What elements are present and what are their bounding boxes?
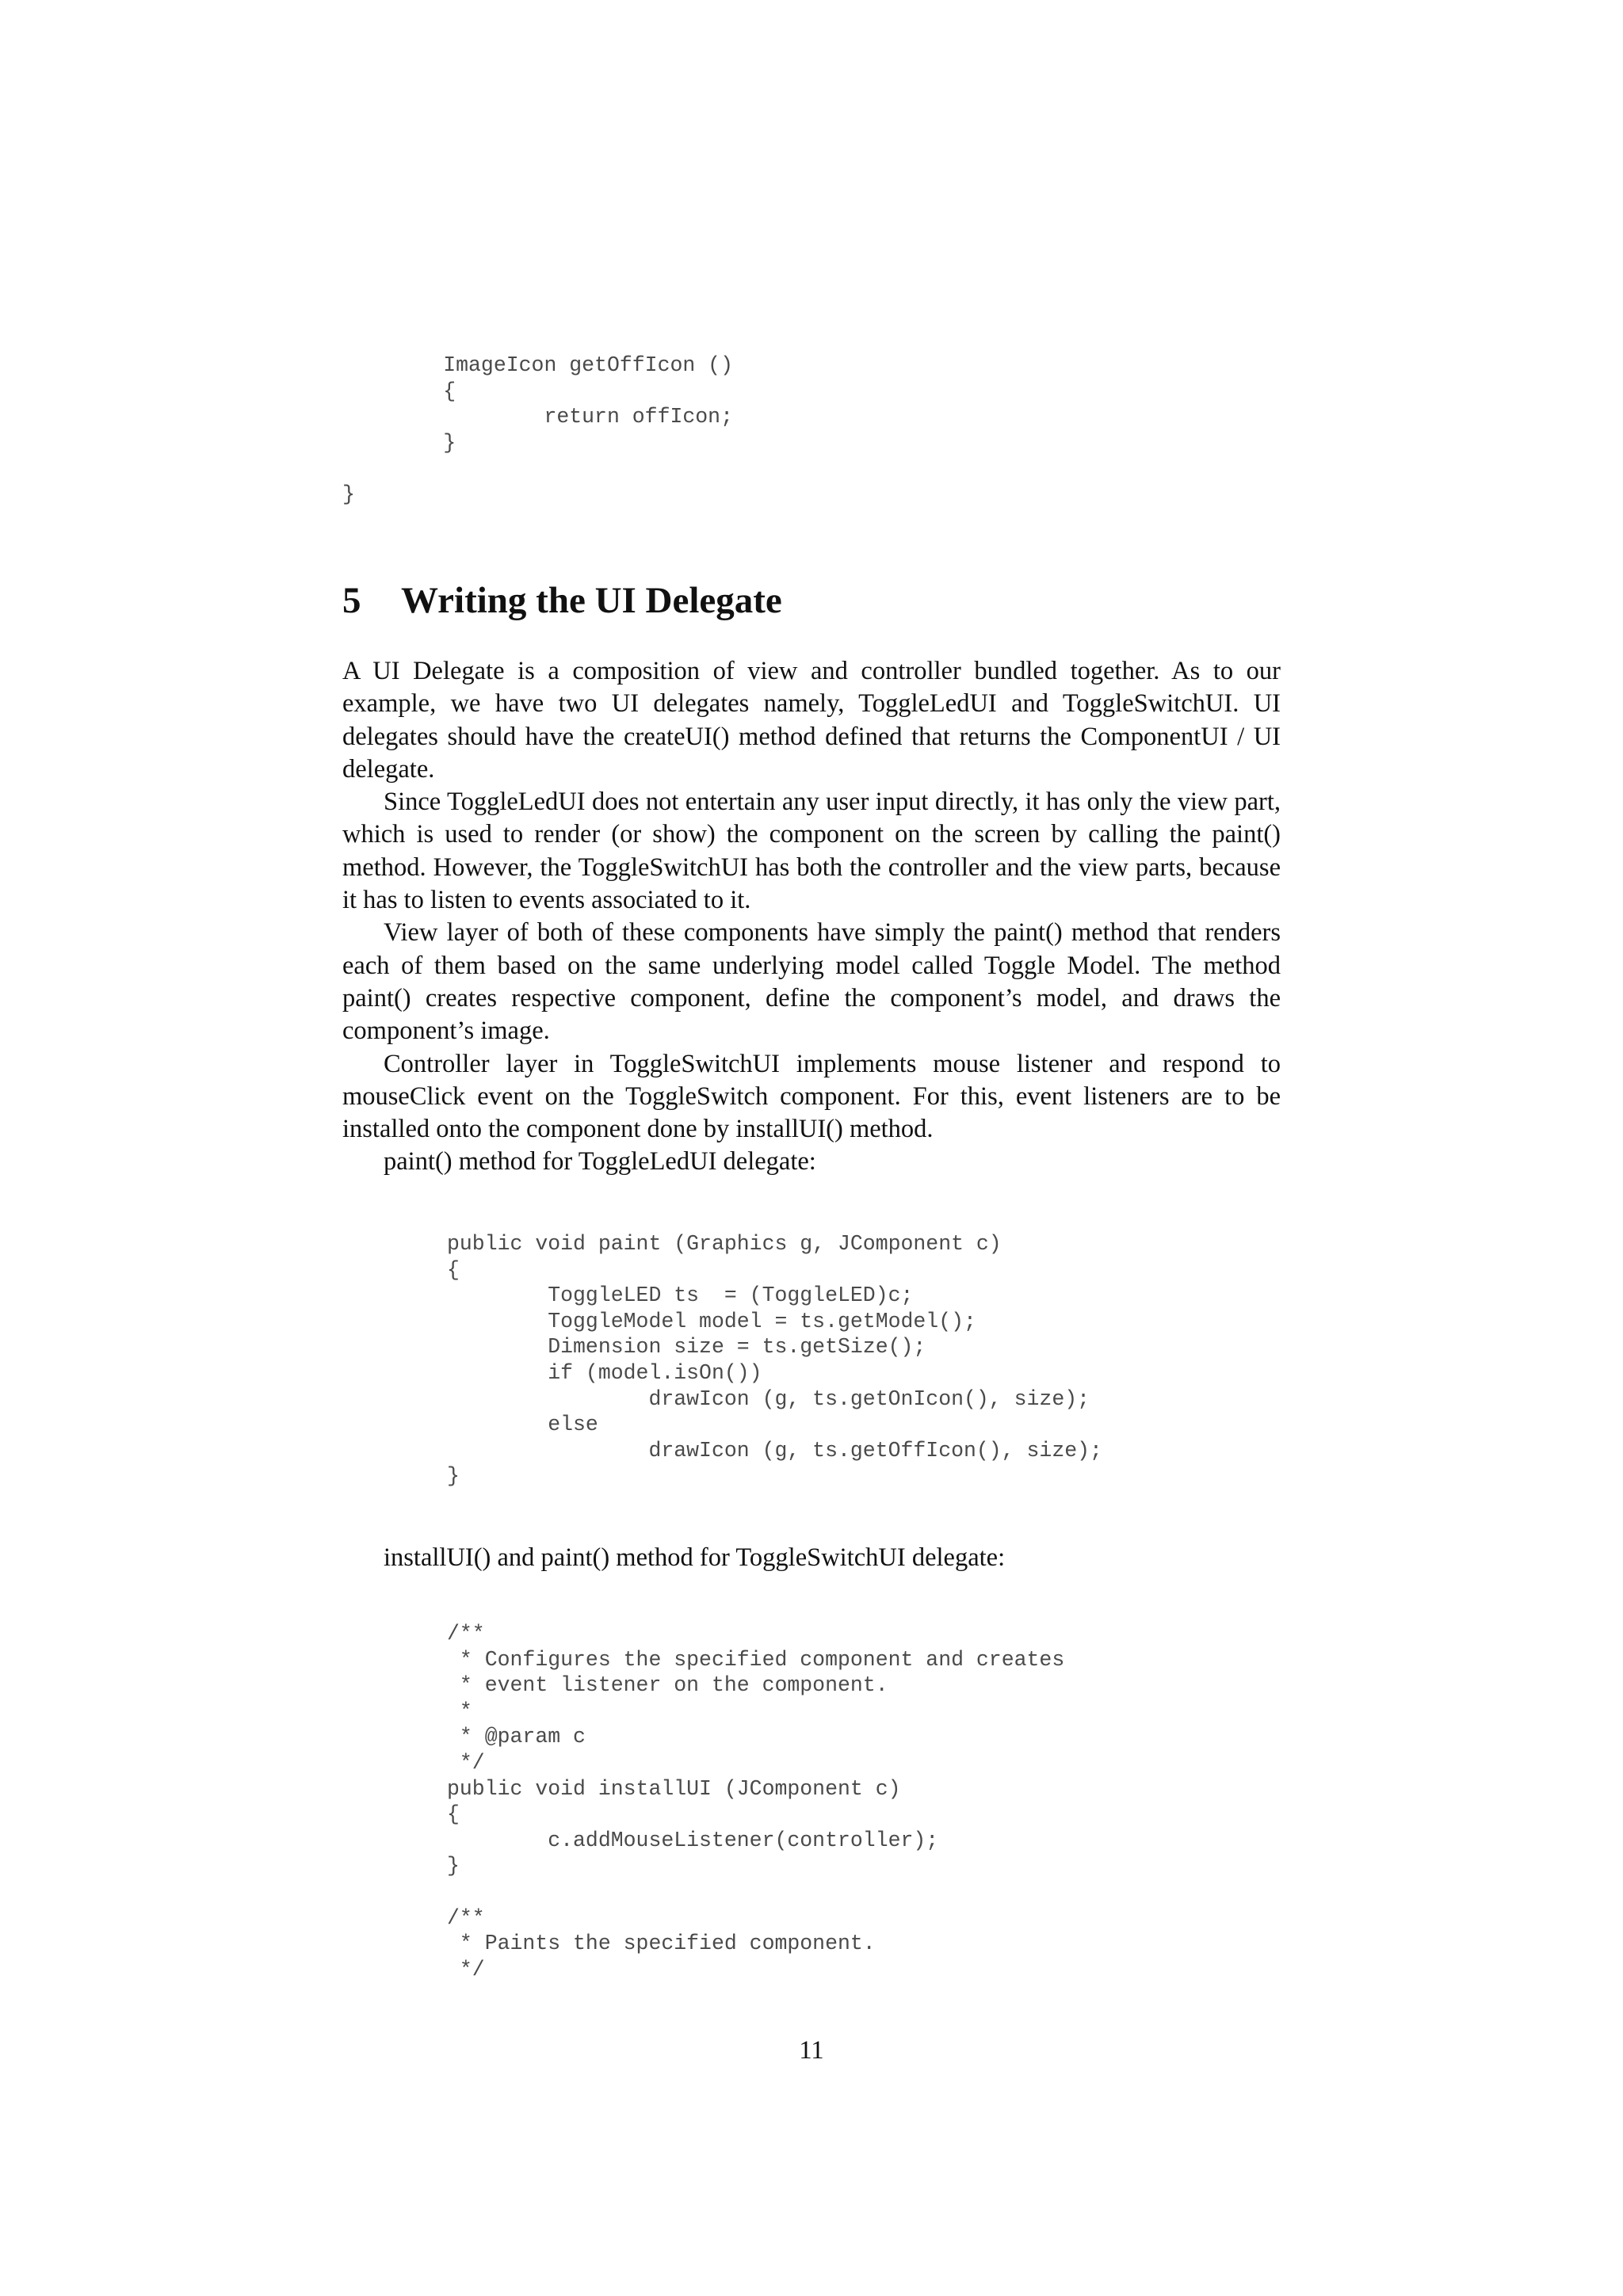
code-line: * @param c — [447, 1725, 586, 1749]
code-line: public void paint (Graphics g, JComponent c) — [447, 1232, 1002, 1256]
code-line: /** — [447, 1905, 485, 1930]
code-line: return offIcon; — [342, 405, 733, 429]
paragraph-view-layer: View layer of both of these components have simply the paint() method that renders each of them based on the same underlying model called Toggle Model. The method paint() creates respective component, define the component’s model, and draws the component’s image. — [342, 918, 1281, 1046]
section-heading — [342, 577, 782, 624]
code-line: } — [342, 430, 456, 455]
code-line: } — [447, 1464, 460, 1489]
page-number: 11 — [799, 2036, 824, 2065]
code-line: /** — [447, 1622, 485, 1646]
code-line: } — [447, 1854, 460, 1878]
code-line: * Paints the specified component. — [447, 1932, 876, 1956]
section-title: Writing the UI Delegate — [401, 580, 782, 621]
paragraph-install-intro: installUI() and paint() method for ToggleSwitchUI delegate: — [384, 1543, 1006, 1572]
paragraph-toggleledui: Since ToggleLedUI does not entertain any user input directly, it has only the view part, which is used to render (or show) the component on the screen by calling the paint() method. However, the ToggleSwitchUI has both the controller and the view parts, because it has to listen to events associated to it. — [342, 788, 1281, 915]
section-number: 5 — [342, 580, 361, 621]
section-body — [342, 655, 1281, 1179]
code-line: Dimension size = ts.getSize(); — [447, 1335, 926, 1360]
code-line: * event listener on the component. — [447, 1673, 888, 1698]
code-block-paint — [447, 1231, 1102, 1489]
code-line: { — [342, 379, 456, 403]
code-line: ToggleModel model = ts.getModel(); — [447, 1309, 976, 1333]
code-line: { — [447, 1802, 460, 1827]
code-line: { — [447, 1257, 460, 1282]
code-line: } — [342, 482, 355, 506]
code-line: ImageIcon getOffIcon () — [342, 353, 733, 377]
code-line: else — [447, 1413, 598, 1437]
code-line: drawIcon (g, ts.getOnIcon(), size); — [447, 1386, 1090, 1411]
code-line: * — [447, 1699, 472, 1723]
code-line: if (model.isOn()) — [447, 1360, 762, 1385]
paragraph-paint-intro: paint() method for ToggleLedUI delegate: — [384, 1147, 816, 1177]
code-line: * Configures the specified component and creates — [447, 1647, 1065, 1672]
paragraph-intro: A UI Delegate is a composition of view and controller bundled together. As to our example, we have two UI delegates namely, ToggleLedUI and ToggleSwitchUI. UI delegates should have the createUI() method defined that returns the ComponentUI / UI delegate. — [342, 657, 1281, 784]
code-line: c.addMouseListener(controller); — [447, 1828, 939, 1852]
code-line: */ — [447, 1957, 485, 1981]
code-block-getofficon — [342, 353, 733, 508]
code-line: ToggleLED ts = (ToggleLED)c; — [447, 1283, 914, 1308]
code-line: drawIcon (g, ts.getOffIcon(), size); — [447, 1438, 1102, 1463]
code-line: */ — [447, 1750, 485, 1775]
code-line: public void installUI (JComponent c) — [447, 1776, 901, 1801]
code-block-installui — [447, 1621, 1064, 1982]
paragraph-controller-layer: Controller layer in ToggleSwitchUI implements mouse listener and respond to mouseClick event on the ToggleSwitch component. For this, event listeners are to be installed onto the component done by installUI() method. — [342, 1049, 1281, 1144]
